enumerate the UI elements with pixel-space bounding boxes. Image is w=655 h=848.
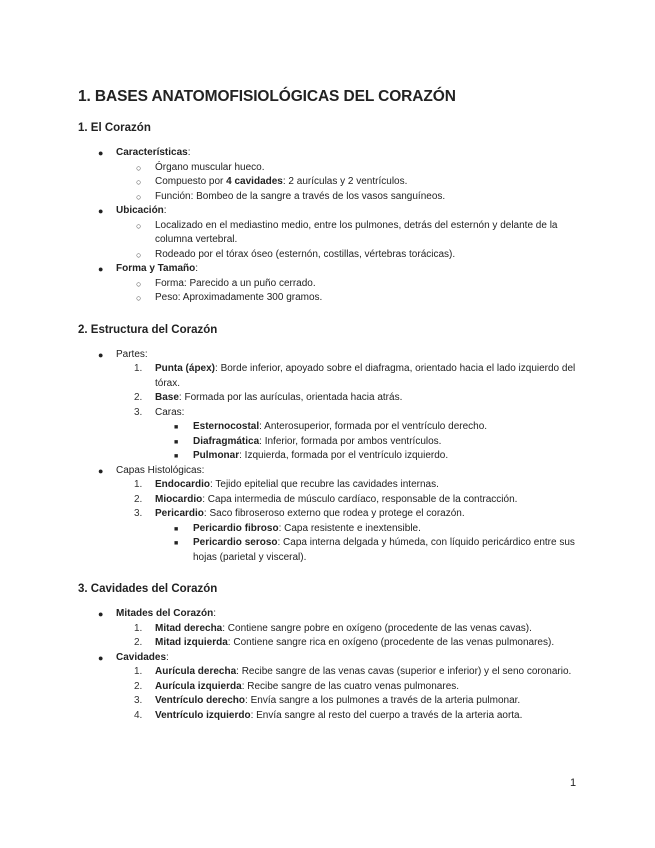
section-el-corazon (78, 122, 578, 306)
bullet-icon: ● (98, 148, 104, 158)
list-item: ■ Pericardio seroso: Capa interna delgada y húmeda, con líquido pericárdico entre sus hojas (parietal y visceral). (174, 537, 575, 563)
square-bullet-icon: ■ (174, 453, 179, 460)
list-item: 2. Aurícula izquierda: Recibe sangre de las cuatro venas pulmonares. (134, 680, 460, 692)
list-item: ○ Órgano muscular hueco. (78, 161, 578, 176)
section-heading: 3. Cavidades del Corazón (78, 583, 218, 595)
circle-bullet-icon: ○ (136, 162, 142, 173)
section-heading: 2. Estructura del Corazón (78, 323, 218, 336)
list-item: 2. Base: Formada por las aurículas, orientada hacia atrás. (134, 392, 403, 403)
list-item: ○ Compuesto por 4 cavidades: 2 aurículas y 2 ventrículos. (78, 175, 578, 190)
list-item: ■ Diafragmática: Inferior, formada por ambos ventrículos. (78, 435, 578, 450)
square-bullet-icon: ■ (174, 424, 179, 431)
bullet-icon: ● (98, 264, 104, 274)
list-item: ■ Pericardio fibroso: Capa resistente e inextensible. (78, 522, 578, 537)
section-cavidades (78, 583, 578, 723)
list-item-partes: ● Partes: (78, 348, 578, 363)
circle-bullet-icon: ○ (136, 293, 142, 303)
square-bullet-icon: ■ (174, 525, 179, 533)
page-number: 1 (570, 777, 577, 789)
list-item: ■ Esternocostal: Anterosuperior, formada por el ventrículo derecho. (78, 420, 578, 435)
list-item: ○ Localizado en el mediastino medio, entre los pulmones, detrás del esternón y delante de la columna vertebral. (136, 219, 558, 245)
list-item: ○ Rodeado por el tórax óseo (esternón, costillas, vértebras torácicas). (78, 248, 578, 263)
list-item: 2. Miocardio: Capa intermedia de músculo cardíaco, responsable de la contracción. (134, 493, 518, 505)
list-item: 1. Mitad derecha: Contiene sangre pobre en oxígeno (procedente de las venas cavas). (134, 622, 532, 634)
list-item: 1. Aurícula derecha: Recibe sangre de las venas cavas (superior e inferior) y el seno coronario. (134, 666, 572, 677)
list-item: 4. Ventrículo izquierdo: Envía sangre al resto del cuerpo a través de la arteria aorta. (134, 709, 523, 721)
list-item-cavidades: ● Cavidades: (78, 651, 578, 666)
list-item-caracteristicas: ● Características: (78, 146, 578, 161)
bullet-icon: ● (98, 349, 104, 360)
circle-bullet-icon: ○ (136, 220, 142, 231)
bullet-icon: ● (98, 206, 104, 216)
list-item: 3. Pericardio: Saco fibroseroso externo que rodea y protege el corazón. (134, 508, 465, 519)
list-item-capas: ● Capas Histológicas: (78, 464, 578, 479)
bullet-icon: ● (98, 652, 104, 663)
section-heading: 1. El Corazón (78, 122, 151, 134)
bullet-icon: ● (98, 465, 104, 476)
list-item: ○ Peso: Aproximadamente 300 gramos. (78, 291, 578, 306)
list-item-forma-tamano: ● Forma y Tamaño: (78, 262, 578, 277)
list-item-ubicacion: ● Ubicación: (78, 204, 578, 219)
list-item-mitades: ● Mitades del Corazón: (78, 607, 578, 622)
list-item: ■ Pulmonar: Izquierda, formada por el ventrículo izquierdo. (78, 449, 578, 464)
circle-bullet-icon: ○ (136, 191, 142, 202)
square-bullet-icon: ■ (174, 540, 179, 547)
list-item: 3. Caras: (134, 406, 185, 418)
circle-bullet-icon: ○ (136, 278, 142, 289)
list-item: ○ Función: Bombeo de la sangre a través de los vasos sanguíneos. (78, 190, 578, 205)
circle-bullet-icon: ○ (136, 177, 142, 187)
list-item: 1. Punta (ápex): Borde inferior, apoyado sobre el diafragma, orientado hacia el lado izquierdo del tórax. (134, 363, 576, 389)
section-estructura (78, 324, 578, 566)
square-bullet-icon: ■ (174, 438, 179, 446)
list-item: 3. Ventrículo derecho: Envía sangre a los pulmones a través de la arteria pulmonar. (134, 695, 521, 706)
list-item: 2. Mitad izquierda: Contiene sangre rica en oxígeno (procedente de las venas pulmonares). (134, 637, 555, 648)
bullet-icon: ● (98, 609, 104, 619)
list-item: ○ Forma: Parecido a un puño cerrado. (78, 277, 578, 292)
list-item: 1. Endocardio: Tejido epitelial que recubre las cavidades internas. (134, 479, 439, 490)
document-title: 1. BASES ANATOMOFISIOLÓGICAS DEL CORAZÓN (78, 88, 456, 105)
circle-bullet-icon: ○ (136, 249, 142, 260)
document-page (78, 88, 578, 741)
